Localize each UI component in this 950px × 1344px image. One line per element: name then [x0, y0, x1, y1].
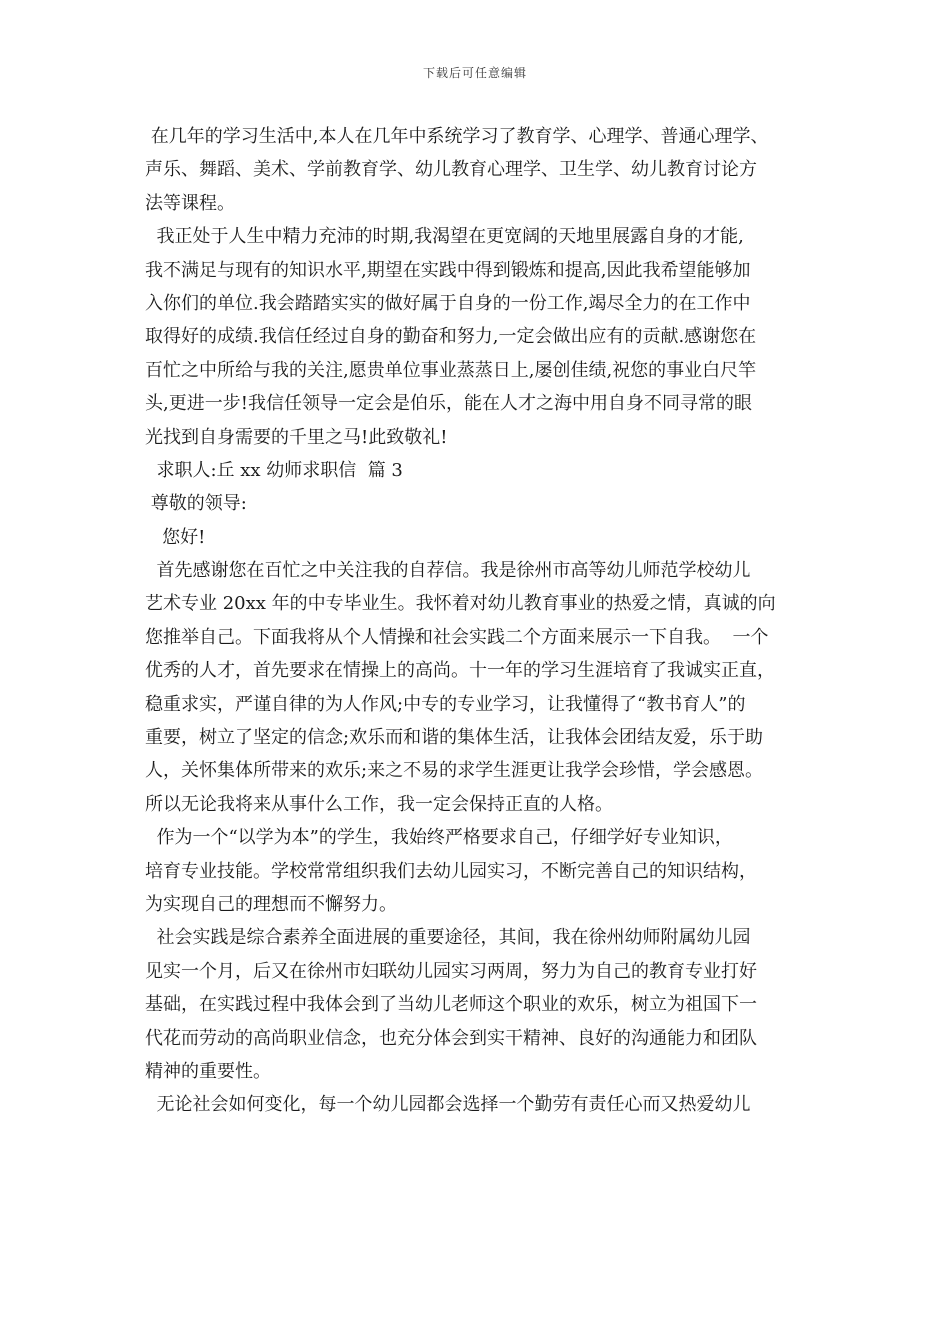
salutation: 尊敬的领导: [145, 493, 247, 515]
text-line: 重要，树立了坚定的信念;欢乐而和谐的集体生活，让我体会团结友爱，乐于助 [145, 727, 764, 749]
text-line: 见实一个月，后又在徐州市妇联幼儿园实习两周，努力为自己的教育专业打好 [145, 960, 757, 982]
text-line: 我正处于人生中精力充沛的时期,我渴望在更宽阔的天地里展露自身的才能, [145, 226, 744, 248]
text-line: 法等课程。 [145, 192, 235, 214]
text-line: 作为一个“以学为本”的学生，我始终严格要求自己，仔细学好专业知识， [145, 827, 733, 849]
page-header: 下载后可任意编辑 [422, 66, 527, 80]
text-line: 所以无论我将来从事什么工作，我一定会保持正直的人格。 [145, 793, 613, 815]
text-line: 入你们的单位.我会踏踏实实的做好属于自身的一份工作,竭尽全力的在工作中 [145, 292, 751, 314]
text-line: 稳重求实，严谨自律的为人作风;中专的专业学习，让我懂得了“教书育人”的 [145, 693, 746, 715]
text-line: 代花而劳动的高尚职业信念，也充分体会到实干精神、良好的沟通能力和团队 [145, 1027, 757, 1049]
text-line: 声乐、舞蹈、美术、学前教育学、幼儿教育心理学、卫生学、幼儿教育讨论方 [145, 159, 757, 181]
text-line: 社会实践是综合素养全面进展的重要途径，其间，我在徐州幼师附属幼儿园 [145, 927, 751, 949]
text-line: 头,更进一步!我信任领导一定会是伯乐，能在人才之海中用自身不同寻常的眼 [145, 393, 752, 415]
letter-signature-heading: 求职人:丘 xx 幼师求职信 篇 3 [145, 459, 403, 481]
text-line: 艺术专业 20xx 年的中专毕业生。我怀着对幼儿教育事业的热爱之情，真诚的向 [145, 593, 776, 615]
greeting: 您好! [145, 526, 206, 548]
text-line: 基础，在实践过程中我体会到了当幼儿老师这个职业的欢乐，树立为祖国下一 [145, 994, 757, 1016]
text-line: 首先感谢您在百忙之中关注我的自荐信。我是徐州市高等幼儿师范学校幼儿 [145, 560, 751, 582]
text-line: 为实现自己的理想而不懈努力。 [145, 893, 397, 915]
text-line: 培育专业技能。学校常常组织我们去幼儿园实习，不断完善自己的知识结构， [145, 860, 757, 882]
text-line: 光找到自身需要的千里之马!此致敬礼! [145, 426, 448, 448]
text-line: 百忙之中所给与我的关注,愿贵单位事业蒸蒸日上,屡创佳绩,祝您的事业白尺竿 [145, 359, 757, 381]
document-body [145, 120, 825, 1122]
text-line: 优秀的人才，首先要求在情操上的高尚。十一年的学习生涯培育了我诚实正直， [145, 660, 775, 682]
text-line: 您推举自己。下面我将从个人情操和社会实践二个方面来展示一下自我。 一个 [145, 626, 769, 648]
text-line: 人，关怀集体所带来的欢乐;来之不易的求学生涯更让我学会珍惜，学会感恩。 [145, 760, 764, 782]
text-line: 我不满足与现有的知识水平,期望在实践中得到锻炼和提高,因此我希望能够加 [145, 259, 751, 281]
text-line: 无论社会如何变化，每一个幼儿园都会选择一个勤劳有责任心而又热爱幼儿 [145, 1094, 751, 1116]
text-line: 取得好的成绩.我信任经过自身的勤奋和努力,一定会做出应有的贡献.感谢您在 [145, 326, 757, 348]
text-line: 在几年的学习生活中,本人在几年中系统学习了教育学、心理学、普通心理学、 [145, 126, 769, 147]
text-line: 精神的重要性。 [145, 1060, 271, 1082]
